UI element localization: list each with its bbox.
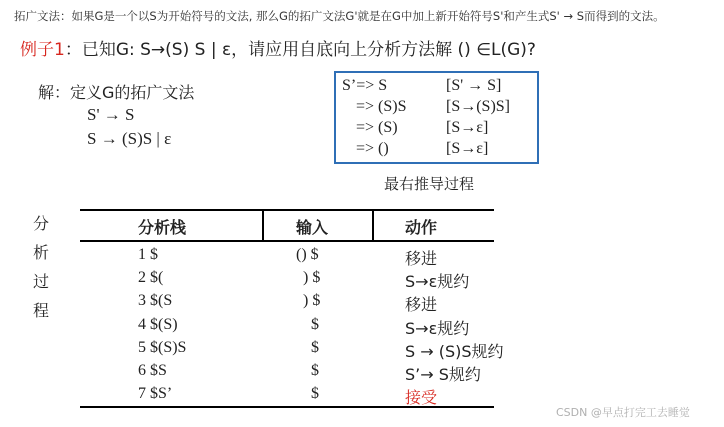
table-cell-input: ) $ (303, 269, 321, 286)
table-divider-1 (262, 209, 264, 240)
table-cell-stack: 7 $S’ (138, 385, 173, 402)
table-cell-stack: 6 $S (138, 362, 167, 379)
table-cell-input: $ (311, 385, 319, 402)
table-cell-input: () $ (296, 246, 319, 263)
derivation-step-3: => (S) (356, 119, 398, 136)
table-cell-stack: 3 $(S (138, 292, 173, 309)
side-label-char-3: 过 (33, 272, 50, 291)
table-cell-stack: 5 $(S)S (138, 339, 187, 356)
table-cell-stack: 1 $ (138, 246, 158, 263)
table-header-input: 输入 (296, 218, 329, 237)
rule-augmented: S' → S (87, 105, 135, 124)
side-label-char-4: 程 (33, 301, 50, 320)
rule-original: S → (S)S | ε (87, 129, 172, 148)
derivation-rule-2: [S→(S)S] (446, 98, 511, 115)
table-cell-action-accept: 接受 (405, 388, 438, 407)
table-header-stack: 分析栈 (138, 218, 187, 237)
derivation-rule-4: [S→ε] (446, 140, 489, 157)
table-top-rule (80, 209, 494, 211)
table-cell-input: ) $ (303, 292, 321, 309)
side-label-char-2: 析 (33, 243, 50, 262)
table-cell-action: S→ε规约 (405, 319, 470, 338)
table-cell-stack: 4 $(S) (138, 316, 178, 333)
derivation-caption: 最右推导过程 (384, 175, 475, 193)
table-cell-input: $ (311, 339, 319, 356)
table-cell-input: $ (311, 316, 319, 333)
intro-text: 拓广文法：如果G是一个以S为开始符号的文法, 那么G的拓广文法G'就是在G中加上新开始符号S'和产生式S' → S而得到的文法。 (14, 9, 665, 23)
derivation-rule-1: [S' → S] (446, 77, 502, 94)
side-label-char-1: 分 (33, 214, 50, 233)
derivation-step-1: S’=> S (342, 77, 388, 94)
table-header-action: 动作 (405, 218, 438, 237)
derivation-step-4: => () (356, 140, 389, 157)
derivation-rule-3: [S→ε] (446, 119, 489, 136)
solution-label: 解：定义G的拓广文法 (38, 83, 195, 102)
table-cell-action: S→ε规约 (405, 272, 470, 291)
table-cell-action: 移进 (405, 295, 438, 314)
watermark: CSDN @早点打完工去睡觉 (556, 406, 690, 419)
table-cell-action: S → (S)S规约 (405, 342, 504, 361)
table-divider-2 (372, 209, 374, 240)
derivation-step-2: => (S)S (356, 98, 407, 115)
table-header-rule (80, 240, 494, 242)
table-cell-input: $ (311, 362, 319, 379)
table-cell-stack: 2 $( (138, 269, 164, 286)
example-text: ：已知G: S→(S) S | ε，请应用自底向上分析方法解 () ∈L(G)? (64, 40, 536, 60)
table-cell-action: S’→ S规约 (405, 365, 481, 384)
example-label: 例子1 (20, 40, 65, 60)
table-cell-action: 移进 (405, 249, 438, 268)
